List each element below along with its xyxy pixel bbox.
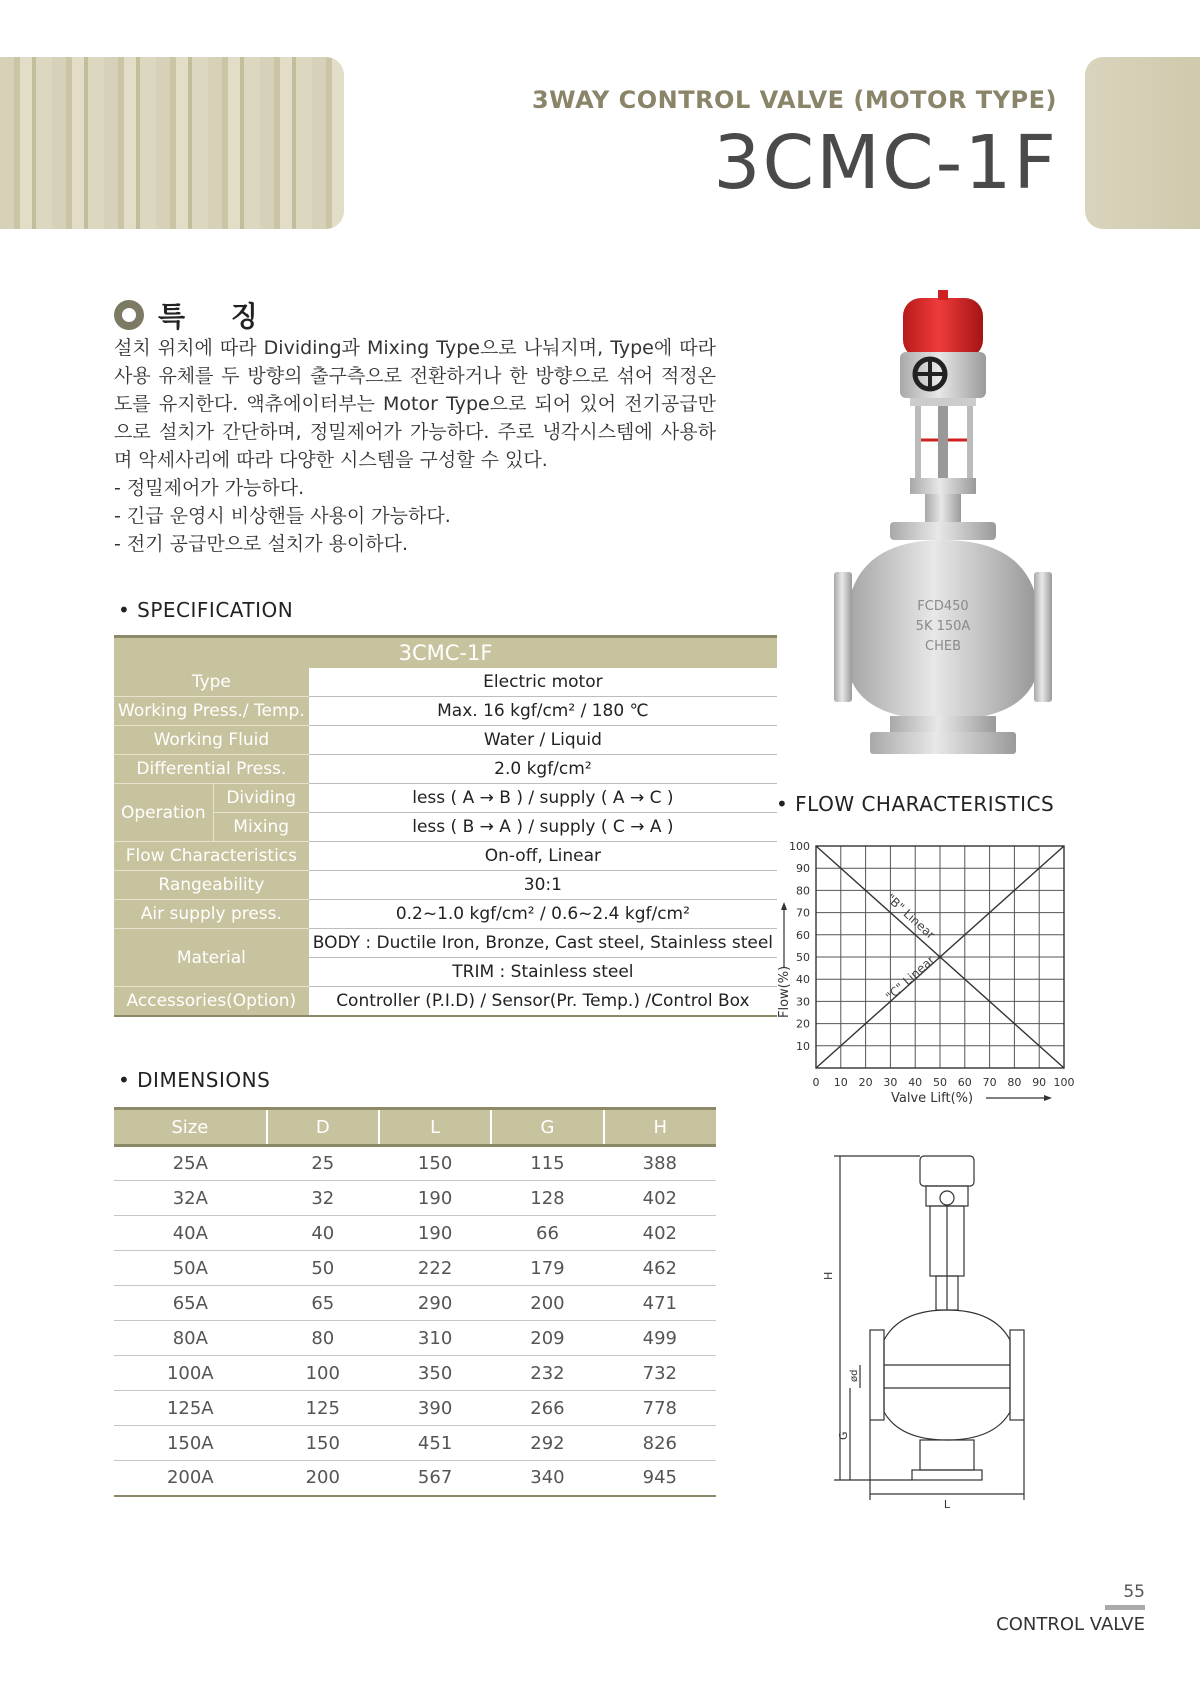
- table-cell: 945: [604, 1461, 716, 1496]
- table-row: [114, 1286, 716, 1321]
- table-row: [114, 987, 777, 1016]
- table-row: [114, 842, 777, 871]
- x-tick-label: 10: [833, 1076, 848, 1089]
- product-subtitle: 3WAY CONTROL VALVE (MOTOR TYPE): [531, 86, 1057, 114]
- spec-label: Operation: [114, 784, 213, 842]
- table-cell: 190: [379, 1181, 491, 1216]
- spec-value: less ( A → B ) / supply ( A → C ): [309, 784, 777, 813]
- header-band-right: [1085, 57, 1200, 229]
- table-cell: 388: [604, 1146, 716, 1181]
- body-cast-text: FCD450: [917, 599, 969, 614]
- table-cell: 80A: [114, 1321, 267, 1356]
- table-cell: 390: [379, 1391, 491, 1426]
- y-tick-label: 20: [796, 1017, 810, 1031]
- x-tick-label: 100: [1053, 1076, 1075, 1089]
- table-row: [114, 871, 777, 900]
- table-row: [114, 900, 777, 929]
- table-cell: 310: [379, 1321, 491, 1356]
- table-cell: 150: [379, 1146, 491, 1181]
- page-number-rule: [1105, 1605, 1145, 1610]
- column-header: Size: [114, 1109, 267, 1146]
- flow-characteristics-chart: [776, 838, 1096, 1128]
- x-axis-label: Valve Lift(%): [891, 1091, 974, 1106]
- spec-value: Controller (P.I.D) / Sensor(Pr. Temp.) /Control Box: [309, 987, 777, 1016]
- table-cell: 266: [491, 1391, 603, 1426]
- table-row: [114, 1181, 716, 1216]
- dim-label-h: H: [822, 1271, 835, 1280]
- column-header: H: [604, 1109, 716, 1146]
- spec-value: Electric motor: [309, 668, 777, 697]
- x-tick-label: 40: [908, 1076, 923, 1089]
- body-cast-text: CHEB: [925, 639, 961, 654]
- y-tick-label: 100: [789, 840, 810, 853]
- table-cell: 50A: [114, 1251, 267, 1286]
- x-tick-label: 90: [1032, 1076, 1047, 1089]
- table-row: [114, 1461, 716, 1496]
- table-cell: 340: [491, 1461, 603, 1496]
- table-row: [114, 1146, 716, 1181]
- spec-label: Rangeability: [114, 871, 309, 900]
- series-label: "C" Linear: [883, 952, 938, 1004]
- table-cell: 451: [379, 1426, 491, 1461]
- table-cell: 471: [604, 1286, 716, 1321]
- y-tick-label: 50: [796, 951, 810, 964]
- y-tick-label: 80: [796, 884, 810, 898]
- table-row: [114, 726, 777, 755]
- table-cell: 232: [491, 1356, 603, 1391]
- spec-value: Max. 16 kgf/cm² / 180 ℃: [309, 697, 777, 726]
- y-axis-arrowhead: [781, 902, 787, 910]
- table-cell: 190: [379, 1216, 491, 1251]
- table-cell: 32: [267, 1181, 379, 1216]
- table-row: [114, 929, 777, 958]
- dimensions-table: [114, 1107, 716, 1497]
- feature-item: - 긴급 운영시 비상핸들 사용이 가능하다.: [114, 505, 451, 527]
- column-header: D: [267, 1109, 379, 1146]
- dim-label-g: G: [837, 1431, 850, 1440]
- x-axis-arrowhead: [1044, 1095, 1052, 1101]
- table-cell: 125A: [114, 1391, 267, 1426]
- features-title: 특 징: [158, 300, 276, 333]
- table-cell: 200A: [114, 1461, 267, 1496]
- spec-value: 0.2~1.0 kgf/cm² / 0.6~2.4 kgf/cm²: [309, 900, 777, 929]
- table-cell: 200: [491, 1286, 603, 1321]
- dimensions-section-label: • DIMENSIONS: [118, 1068, 271, 1092]
- valve-dimension-drawing: [820, 1150, 1050, 1510]
- spec-value: BODY : Ductile Iron, Bronze, Cast steel, Stainless steel: [309, 929, 777, 958]
- table-cell: 290: [379, 1286, 491, 1321]
- y-tick-label: 30: [796, 995, 810, 1009]
- flow-section-label: • FLOW CHARACTERISTICS: [776, 792, 1055, 816]
- spec-value: On-off, Linear: [309, 842, 777, 871]
- series-label: "B" Linear: [883, 891, 938, 942]
- product-title: 3CMC-1F: [713, 120, 1058, 206]
- table-cell: 65: [267, 1286, 379, 1321]
- spec-model-header: 3CMC-1F: [114, 637, 777, 668]
- table-cell: 150: [267, 1426, 379, 1461]
- feature-item: - 정밀제어가 가능하다.: [114, 477, 305, 499]
- table-cell: 462: [604, 1251, 716, 1286]
- spec-value: 2.0 kgf/cm²: [309, 755, 777, 784]
- spec-label: Air supply press.: [114, 900, 309, 929]
- table-row: [114, 1251, 716, 1286]
- table-cell: 732: [604, 1356, 716, 1391]
- table-cell: 826: [604, 1426, 716, 1461]
- table-row: [114, 1356, 716, 1391]
- feature-item: - 전기 공급만으로 설치가 용이하다.: [114, 533, 409, 555]
- table-cell: 350: [379, 1356, 491, 1391]
- table-cell: 778: [604, 1391, 716, 1426]
- spec-sublabel: Mixing: [213, 813, 309, 842]
- body-cast-text: 5K 150A: [915, 619, 971, 634]
- column-header: L: [379, 1109, 491, 1146]
- spec-table: [114, 635, 777, 1017]
- spec-value: TRIM : Stainless steel: [309, 958, 777, 987]
- table-cell: 25A: [114, 1146, 267, 1181]
- x-tick-label: 30: [883, 1076, 898, 1089]
- spec-value: 30:1: [309, 871, 777, 900]
- spec-value: less ( B → A ) / supply ( C → A ): [309, 813, 777, 842]
- table-cell: 292: [491, 1426, 603, 1461]
- table-row: [114, 697, 777, 726]
- table-cell: 150A: [114, 1426, 267, 1461]
- table-cell: 32A: [114, 1181, 267, 1216]
- x-tick-label: 70: [982, 1076, 997, 1089]
- features-heading: [114, 295, 276, 335]
- table-cell: 50: [267, 1251, 379, 1286]
- circle-bullet-icon: [114, 300, 144, 330]
- table-cell: 40A: [114, 1216, 267, 1251]
- spec-label: Accessories(Option): [114, 987, 309, 1016]
- table-cell: 100A: [114, 1356, 267, 1391]
- y-tick-label: 90: [796, 862, 810, 876]
- column-header: G: [491, 1109, 603, 1146]
- table-cell: 125: [267, 1391, 379, 1426]
- table-cell: 499: [604, 1321, 716, 1356]
- y-tick-label: 40: [796, 973, 810, 987]
- y-tick-label: 60: [796, 928, 810, 942]
- spec-value: Water / Liquid: [309, 726, 777, 755]
- x-tick-label: 60: [957, 1076, 972, 1089]
- features-body: 설치 위치에 따라 Dividing과 Mixing Type으로 나눠지며, Type에 따라 사용 유체를 두 방향의 출구측으로 전환하거나 한 방향으로 섞어 적정온도를 유지한다. 액츄에이터부는 Motor Type으로 되어 있어 전기공급만으로 설치가 간단하며, 정밀제어가 가능하다. 주로 냉각시스템에 사용하며 악세사리에 따라 다양한 시스템을 구성할 수 있다.: [114, 337, 716, 471]
- x-tick-label: 80: [1007, 1076, 1022, 1089]
- table-row: [114, 813, 777, 842]
- spec-label: Flow Characteristics: [114, 842, 309, 871]
- table-cell: 25: [267, 1146, 379, 1181]
- y-tick-label: 10: [796, 1039, 810, 1053]
- x-tick-label: 20: [858, 1076, 873, 1089]
- spec-label: Differential Press.: [114, 755, 309, 784]
- table-cell: 209: [491, 1321, 603, 1356]
- spec-sublabel: Dividing: [213, 784, 309, 813]
- table-cell: 66: [491, 1216, 603, 1251]
- spec-label: Material: [114, 929, 309, 987]
- table-cell: 115: [491, 1146, 603, 1181]
- valve-photo: [830, 290, 1060, 760]
- spec-section-label: • SPECIFICATION: [118, 598, 294, 622]
- page-number: 55: [1123, 1582, 1145, 1602]
- features-list: [114, 474, 451, 558]
- header-band-left: [0, 57, 344, 229]
- table-row: [114, 1391, 716, 1426]
- table-row: [114, 1216, 716, 1251]
- x-tick-label: 0: [812, 1076, 820, 1089]
- spec-label: Working Press./ Temp.: [114, 697, 309, 726]
- table-cell: 567: [379, 1461, 491, 1496]
- table-cell: 200: [267, 1461, 379, 1496]
- y-axis-label: Flow(%): [777, 965, 792, 1018]
- table-cell: 402: [604, 1216, 716, 1251]
- table-cell: 40: [267, 1216, 379, 1251]
- table-cell: 100: [267, 1356, 379, 1391]
- table-cell: 179: [491, 1251, 603, 1286]
- section-name: CONTROL VALVE: [996, 1614, 1145, 1635]
- table-cell: 128: [491, 1181, 603, 1216]
- table-row: [114, 668, 777, 697]
- dim-label-d: ød: [849, 1369, 860, 1382]
- table-row: [114, 1426, 716, 1461]
- x-tick-label: 50: [933, 1076, 947, 1089]
- table-cell: 402: [604, 1181, 716, 1216]
- spec-label: Type: [114, 668, 309, 697]
- dim-label-l: L: [943, 1498, 951, 1510]
- table-cell: 80: [267, 1321, 379, 1356]
- table-row: [114, 755, 777, 784]
- table-row: [114, 784, 777, 813]
- spec-label: Working Fluid: [114, 726, 309, 755]
- y-tick-label: 70: [796, 906, 810, 920]
- table-cell: 65A: [114, 1286, 267, 1321]
- table-row: [114, 1321, 716, 1356]
- table-cell: 222: [379, 1251, 491, 1286]
